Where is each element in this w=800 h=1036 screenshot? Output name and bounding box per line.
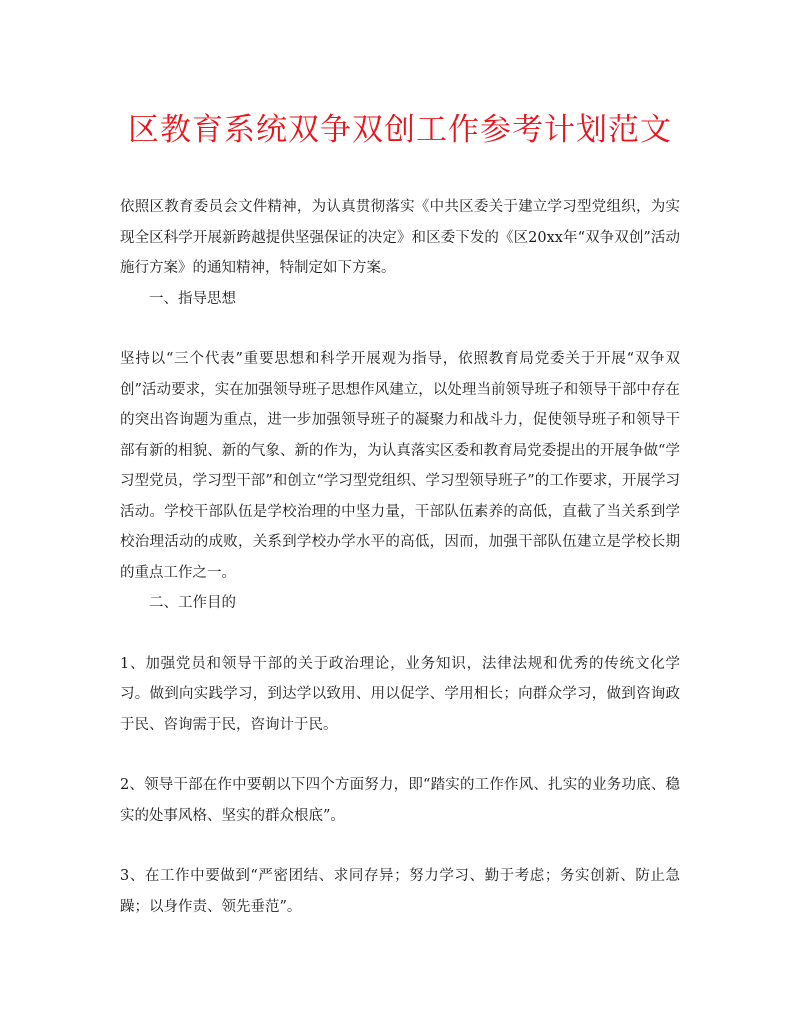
goal-item-2: 2、领导干部在作中要朝以下四个方面努力，即“踏实的工作作风、扎实的业务功底、稳实的处事风格、坚实的群众根底”。	[120, 777, 680, 824]
goal-item-3: 3、在工作中要做到“严密团结、求同存异；努力学习、勤于考虑；务实创新、防止急躁；以身作责、领先垂范”。	[120, 868, 680, 915]
section-heading-work-goals: 二、工作目的	[149, 595, 236, 611]
document-body	[120, 192, 680, 922]
intro-paragraph: 依照区教育委员会文件精神，为认真贯彻落实《中共区委关于建立学习型党组织，为实现全区科学开展新跨越提供坚强保证的决定》和区委下发的《区20xx年“双争双创”活动施行方案》的通知精神，特制定如下方案。	[120, 199, 680, 276]
blank-line	[120, 740, 680, 770]
blank-line	[120, 314, 680, 344]
document-title: 区教育系统双争双创工作参考计划范文	[128, 112, 672, 148]
section-paragraph-guiding-thought: 坚持以“三个代表”重要思想和科学开展观为指导，依照教育局党委关于开展“双争双创”活动要求，实在加强领导班子思想作风建立，以处理当前领导班子和领导干部中存在的突出咨询题为重点，进一步加强领导班子的凝聚力和战斗力，促使领导班子和领导干部有新的相貌、新的气象、新的作为，为认真落实区委和教育局党委提出的开展争做“学习型党员，学习型干部”和创立“学习型党组织、学习型领导班子”的工作要求，开展学习活动。学校干部队伍是学校治理的中坚力量，干部队伍素养的高低，直截了当关系到学校治理活动的成败，关系到学校办学水平的高低，因而，加强干部队伍建立是学校长期的重点工作之一。	[120, 351, 680, 581]
blank-line	[120, 619, 680, 649]
blank-line	[120, 831, 680, 861]
goal-item-1: 1、加强党员和领导干部的关于政治理论，业务知识，法律法规和优秀的传统文化学习。做到向实践学习，到达学以致用、用以促学、学用相长；向群众学习，做到咨询政于民、咨询需于民，咨询计于民。	[120, 655, 680, 733]
section-heading-guiding-thought: 一、指导思想	[149, 290, 236, 307]
